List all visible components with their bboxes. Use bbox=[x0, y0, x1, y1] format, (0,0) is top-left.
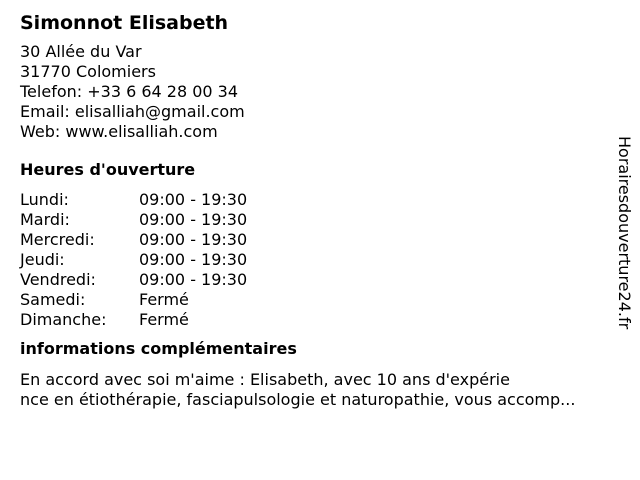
email-line: Email: elisalliah@gmail.com bbox=[20, 102, 245, 121]
phone-line: Telefon: +33 6 64 28 00 34 bbox=[20, 82, 239, 101]
address-line-2: 31770 Colomiers bbox=[20, 62, 156, 81]
description-line-2: nce en étiothérapie, fasciapulsologie et naturopathie, vous accomp... bbox=[20, 390, 576, 409]
info-heading: informations complémentaires bbox=[20, 339, 297, 358]
business-name: Simonnot Elisabeth bbox=[20, 12, 229, 34]
day-label: Dimanche: bbox=[20, 310, 107, 329]
day-label: Mercredi: bbox=[20, 230, 95, 249]
address-line-1: 30 Allée du Var bbox=[20, 42, 142, 61]
hours-row-thursday bbox=[20, 250, 620, 270]
day-label: Jeudi: bbox=[20, 250, 65, 269]
description-line-1: En accord avec soi m'aime : Elisabeth, avec 10 ans d'expérie bbox=[20, 370, 510, 389]
hours-row-saturday bbox=[20, 290, 620, 310]
hours-row-wednesday bbox=[20, 230, 620, 250]
web-line: Web: www.elisalliah.com bbox=[20, 122, 218, 141]
day-label: Samedi: bbox=[20, 290, 86, 309]
day-hours: 09:00 - 19:30 bbox=[139, 270, 248, 289]
hours-heading: Heures d'ouverture bbox=[20, 160, 196, 179]
day-hours: 09:00 - 19:30 bbox=[139, 190, 248, 209]
day-label: Mardi: bbox=[20, 210, 70, 229]
hours-table bbox=[20, 190, 620, 330]
day-hours: 09:00 - 19:30 bbox=[139, 230, 248, 249]
business-card bbox=[20, 10, 620, 410]
day-hours: 09:00 - 19:30 bbox=[139, 210, 248, 229]
hours-row-friday bbox=[20, 270, 620, 290]
day-hours: 09:00 - 19:30 bbox=[139, 250, 248, 269]
hours-row-monday bbox=[20, 190, 620, 210]
info-description bbox=[20, 370, 620, 410]
contact-block bbox=[20, 42, 620, 142]
hours-row-sunday bbox=[20, 310, 620, 330]
day-hours: Fermé bbox=[139, 290, 189, 309]
day-hours: Fermé bbox=[139, 310, 189, 329]
site-watermark: Horairesdouverture24.fr bbox=[615, 136, 634, 330]
hours-row-tuesday bbox=[20, 210, 620, 230]
day-label: Lundi: bbox=[20, 190, 69, 209]
day-label: Vendredi: bbox=[20, 270, 96, 289]
